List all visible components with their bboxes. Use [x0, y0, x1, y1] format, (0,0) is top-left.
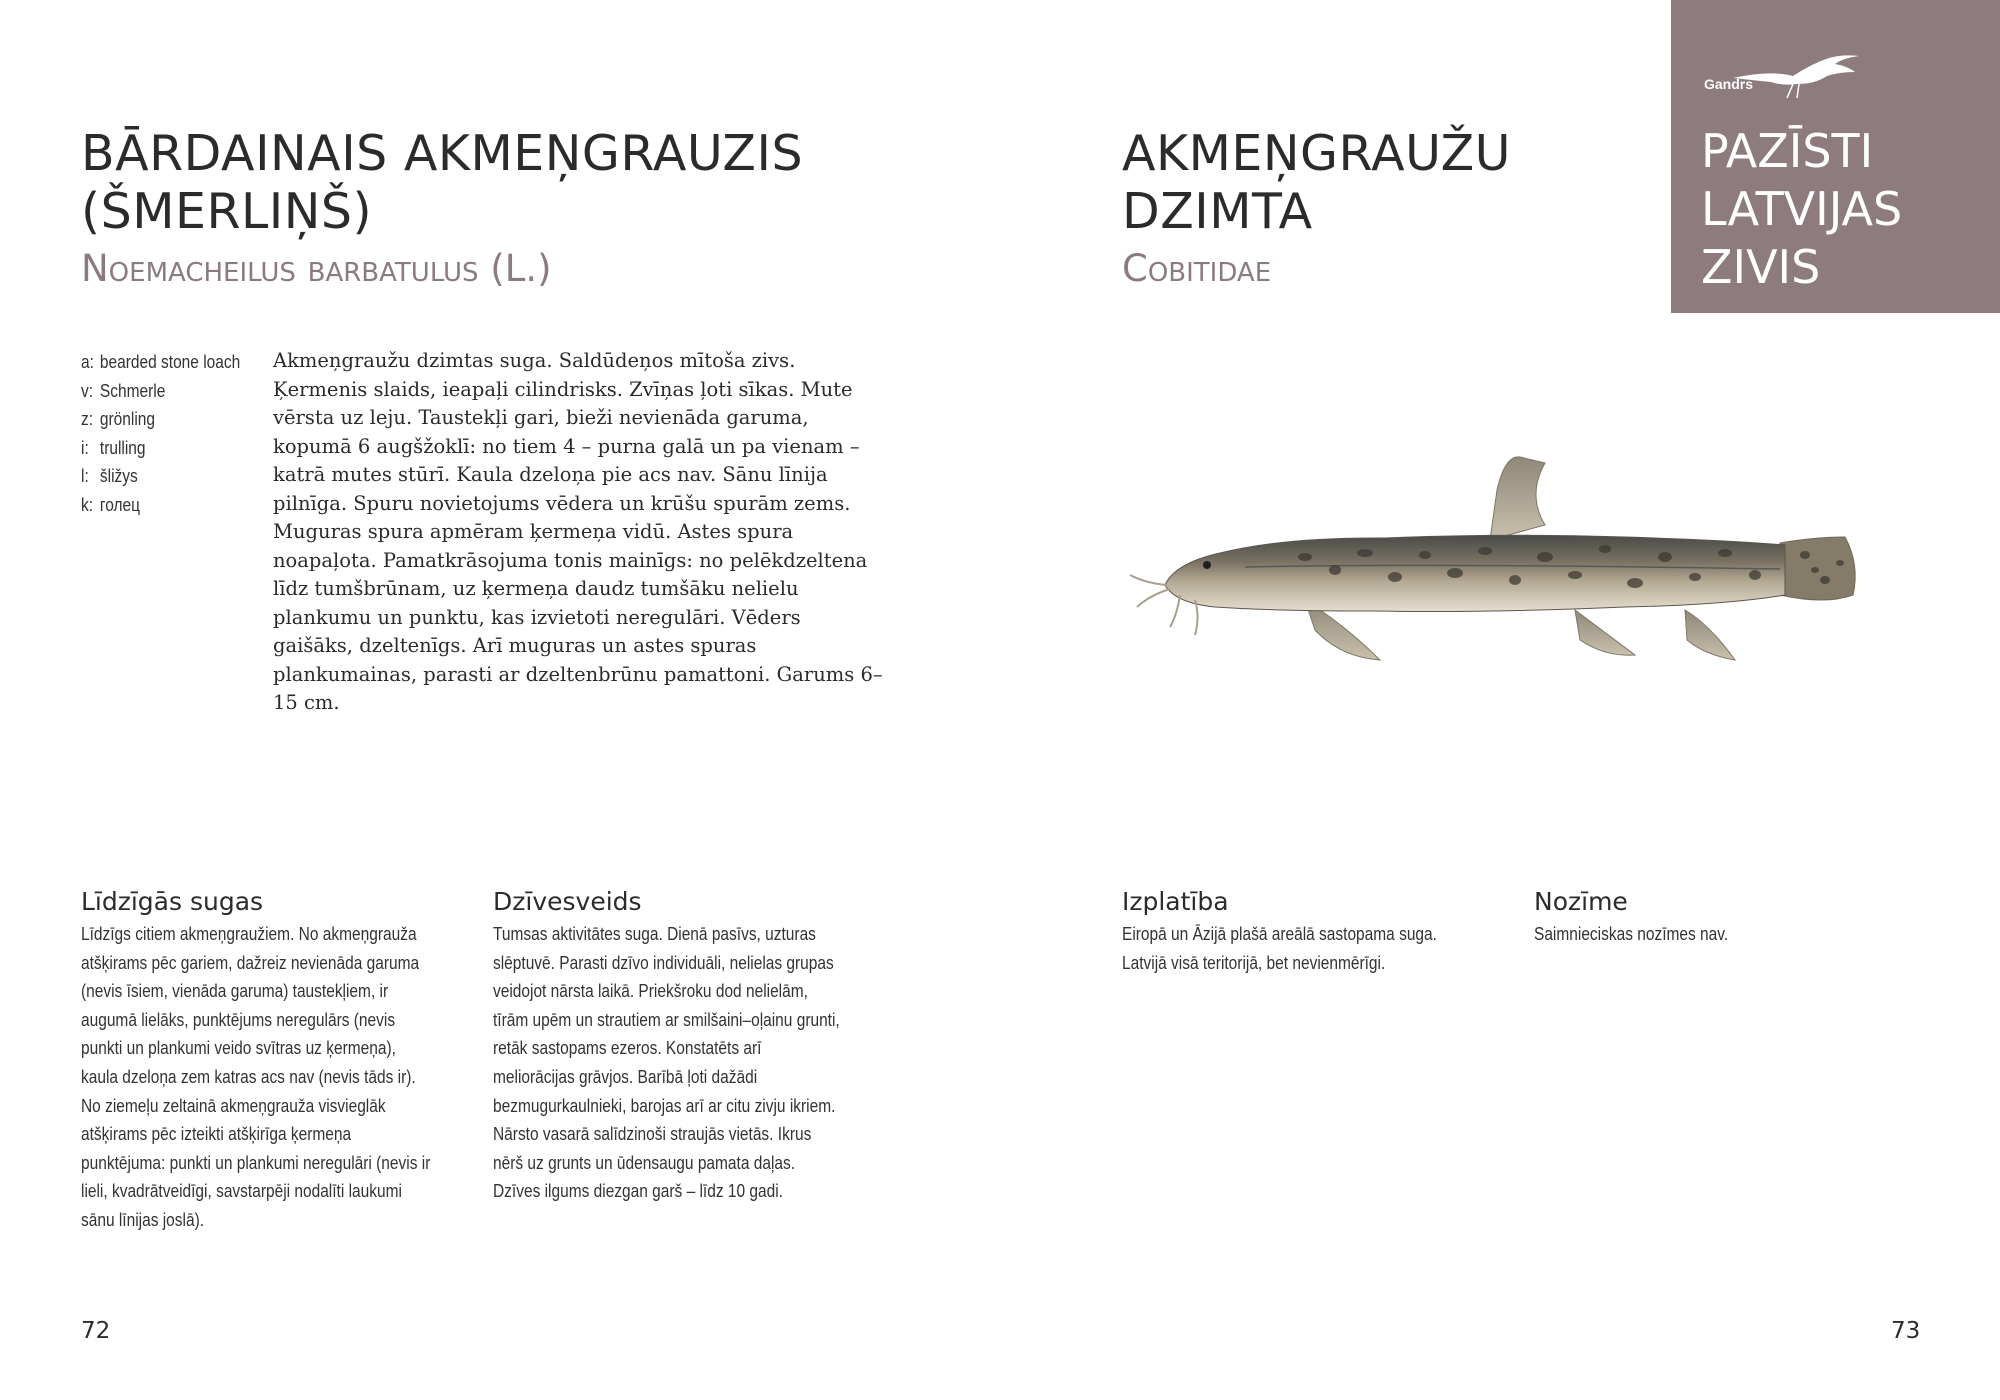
- name-lang: i:: [81, 437, 89, 458]
- common-names-list: [81, 348, 262, 519]
- lifestyle-heading: Dzīvesveids: [493, 887, 642, 916]
- species-title-line2: (ŠMERLIŅŠ): [81, 183, 373, 240]
- family-title-block: [1122, 125, 1642, 293]
- name-lang: k:: [81, 494, 94, 515]
- name-row: [81, 434, 262, 463]
- name-lang: z:: [81, 409, 94, 429]
- similar-species-heading: Līdzīgās sugas: [81, 887, 264, 916]
- family-title-line1: AKMEŅGRAUŽU: [1122, 125, 1512, 182]
- name-row: [81, 348, 262, 377]
- species-title-line1: BĀRDAINAIS AKMEŅGRAUZIS: [81, 125, 804, 182]
- fish-illustration: [1125, 445, 1925, 685]
- name-value: trulling: [99, 437, 146, 458]
- name-lang: v:: [81, 380, 94, 401]
- name-value: šližys: [99, 466, 138, 486]
- distribution-text: Eiropā un Āzijā plašā areālā sastopama suga. Latvijā visā teritorijā, bet nevienmērīgi.: [1122, 924, 1437, 973]
- lifestyle-section: [493, 886, 913, 1206]
- distribution-section: [1122, 886, 1542, 977]
- name-row: [81, 405, 262, 434]
- page-number-right: 73: [1891, 1318, 1921, 1344]
- similar-species-text: Līdzīgs citiem akmeņgraužiem. No akmeņgrauža atšķirams pēc gariem, dažreiz nevienāda garuma (nevis īsiem, vienāda garuma) taustekļiem, ir augumā lielāks, punktējums neregulārs (nevis punkti un plankumi veido svītras uz ķermeņa), kaula dzeloņa zem katras acs nav (nevis tāds ir). No ziemeļu zeltainā akmeņgrauža visvieglāk atšķirams pēc izteikti atšķirīga ķermeņa punktējuma: punkti un plankumi neregulāri (nevis ir lieli, kvadrātveidīgi, savstarpēji nodalīti laukumi sānu līnijas joslā).: [81, 924, 431, 1230]
- series-title-line1: PAZĪSTI: [1701, 124, 1874, 178]
- series-title: [1701, 122, 1902, 296]
- name-row: [81, 462, 262, 491]
- series-badge: [1671, 0, 2000, 313]
- importance-section: [1534, 886, 1954, 949]
- lifestyle-text: Tumsas aktivitātes suga. Dienā pasīvs, uzturas slēptuvē. Parasti dzīvo individuāli, nelielas grupas veidojot nārsta laikā. Priekšroku dod nelielām, tīrām upēm un strautiem ar smilšaini–oļainu grunti, retāk sastopams ezeros. Konstatēts arī meliorācijas grāvjos. Barībā ļoti dažādi bezmugurkaulnieki, barojas arī ar citu zivju ikriem. Nārsto vasarā salīdzinoši straujās vietās. Ikrus nērš uz grunts un ūdensaugu pamata daļas. Dzīves ilgums diezgan garš – līdz 10 gadi.: [493, 924, 840, 1202]
- family-scientific-name: Cobitidae: [1122, 247, 1272, 290]
- family-title-line2: DZIMTA: [1122, 183, 1313, 240]
- species-scientific-name: Noemacheilus barbatulus (L.): [81, 247, 552, 290]
- name-lang: a:: [81, 352, 94, 372]
- name-value: grönling: [99, 409, 156, 429]
- name-value: bearded stone loach: [99, 352, 241, 372]
- name-value: Schmerle: [99, 380, 166, 401]
- name-lang: l:: [81, 466, 89, 486]
- species-title-block: [81, 125, 981, 293]
- name-value: голец: [99, 494, 141, 515]
- distribution-heading: Izplatība: [1122, 887, 1229, 916]
- series-title-line2: LATVIJAS: [1701, 182, 1903, 236]
- importance-text: Saimnieciskas nozīmes nav.: [1534, 924, 1729, 944]
- species-title: [81, 125, 981, 241]
- name-row: [81, 491, 262, 520]
- publisher-logo-text: Gandrs: [1704, 76, 1754, 92]
- series-title-line3: ZIVIS: [1701, 240, 1821, 294]
- similar-species-section: [81, 886, 551, 1235]
- stork-icon: [1731, 50, 1871, 100]
- family-title: [1122, 125, 1642, 241]
- species-description: Akmeņgraužu dzimtas suga. Saldūdeņos mītoša zivs. Ķermenis slaids, ieapaļi cilindrisks. Zvīņas ļoti sīkas. Mute vērsta uz leju. Taustekļi gari, bieži nevienāda garuma, kopumā 6 augšžoklī: no tiem 4 – purna galā un pa vienam – katrā mutes stūrī. Kaula dzeloņa pie acs nav. Sānu līnija pilnīga. Spuru novietojums vēdera un krūšu spurām zems. Muguras spura apmēram ķermeņa vidū. Astes spura noapaļota. Pamatkrāsojuma tonis mainīgs: no pelēkdzeltena līdz tumšbrūnam, uz ķermeņa daudz tumšāku nelielu plankumu un punktu, kas izvietoti neregulāri. Vēders gaišāks, dzeltenīgs. Arī muguras un astes spuras plankumainas, parasti ar dzeltenbrūnu pamattoni. Garums 6–15 cm.: [273, 349, 883, 714]
- name-row: [81, 377, 262, 406]
- page-number-left: 72: [81, 1318, 111, 1344]
- importance-heading: Nozīme: [1534, 887, 1628, 916]
